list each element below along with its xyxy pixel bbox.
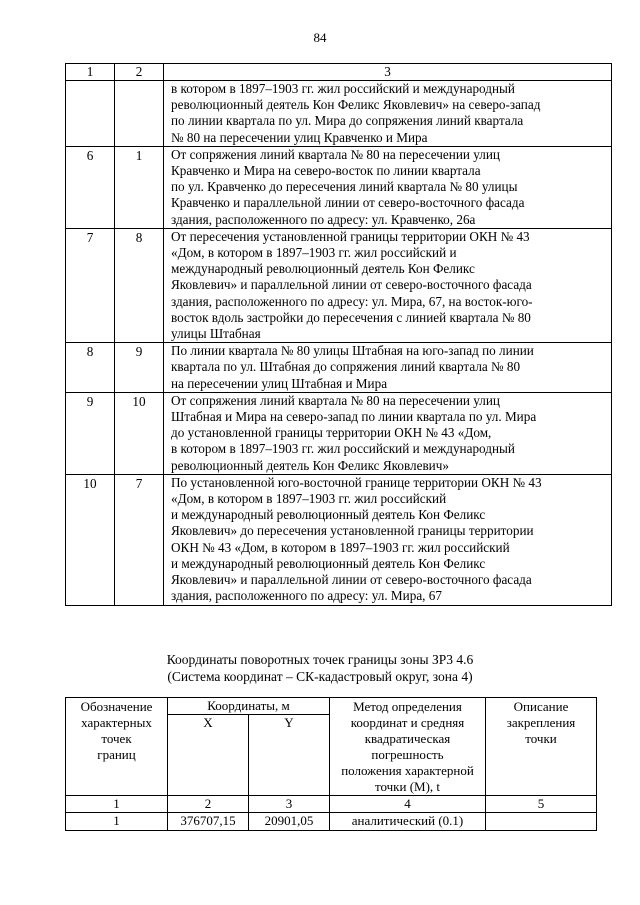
- method-header: [330, 698, 486, 796]
- description-line: революционный деятель Кон Феликс Яковлевич» на северо-запад: [171, 97, 541, 113]
- header-line: точки: [525, 731, 557, 746]
- description-line: № 80 на пересечении улиц Кравченко и Мира: [171, 129, 428, 145]
- description-line: Яковлевич» до пересечения установленной границы территории: [171, 523, 534, 539]
- description-line: и международный революционный деятель Кон Феликс: [171, 507, 486, 523]
- description-line: по ул. Кравченко до пересечения линий квартала № 80 улицы: [171, 179, 518, 195]
- y-header: Y: [249, 715, 330, 796]
- x-value: 376707,15: [168, 813, 249, 831]
- description-line: По установленной юго-восточной границе территории ОКН № 43: [171, 474, 542, 490]
- description-line: Кравченко и Мира на северо-восток по линии квартала: [171, 163, 481, 179]
- from-point: 7: [66, 228, 115, 342]
- description-line: в котором в 1897–1903 гг. жил российский и международный: [171, 441, 515, 457]
- coordinates-caption: [0, 651, 640, 685]
- description-line: здания, расположенного по адресу: ул. Кравченко, 26а: [171, 211, 476, 227]
- header-cell: 3: [164, 64, 612, 81]
- description-line: От пересечения установленной границы территории ОКН № 43: [171, 228, 530, 244]
- to-point: 10: [115, 392, 164, 474]
- coords-header-row: [66, 698, 597, 715]
- description-line: Яковлевич» и параллельной линии от северо-восточного фасада: [171, 277, 532, 293]
- boundary-description: [164, 81, 612, 147]
- to-point: 7: [115, 474, 164, 605]
- description-line: От сопряжения линий квартала № 80 на пересечении улиц: [171, 392, 500, 408]
- boundary-description: [164, 343, 612, 393]
- description-line: «Дом, в котором в 1897–1903 гг. жил российский и: [171, 245, 457, 261]
- to-point: 1: [115, 146, 164, 228]
- coordinates-header: Координаты, м: [168, 698, 330, 715]
- table-row: [66, 81, 612, 147]
- caption-subtitle: (Система координат – СК-кадастровый округ, зона 4): [167, 669, 473, 684]
- column-number: 3: [249, 796, 330, 813]
- description-line: здания, расположенного по адресу: ул. Мира, 67: [171, 588, 442, 604]
- description-line: восток вдоль застройки до пересечения с линией квартала № 80: [171, 309, 531, 325]
- description-line: От сопряжения линий квартала № 80 на пересечении улиц: [171, 146, 500, 162]
- x-header: X: [168, 715, 249, 796]
- caption-title: Координаты поворотных точек границы зоны ЗР3 4.6: [166, 652, 474, 667]
- header-line: точек: [101, 731, 132, 746]
- header-line: границ: [97, 747, 136, 762]
- description-line: и международный революционный деятель Кон Феликс: [171, 555, 486, 571]
- table-row: [66, 813, 597, 831]
- description-line: «Дом, в котором в 1897–1903 гг. жил российский: [171, 491, 447, 507]
- header-line: Обозначение: [80, 699, 153, 714]
- description-line: на пересечении улиц Штабная и Мира: [171, 375, 388, 391]
- y-value: 20901,05: [249, 813, 330, 831]
- method-value: аналитический (0.1): [330, 813, 486, 831]
- to-point: 9: [115, 343, 164, 393]
- header-line: квадратическая: [364, 731, 451, 746]
- header-line: точки (М), t: [374, 779, 441, 794]
- description-value: [486, 813, 597, 831]
- coordinates-table: [65, 697, 597, 831]
- to-point: 8: [115, 228, 164, 342]
- boundary-description: [164, 474, 612, 605]
- description-line: международный революционный деятель Кон Феликс: [171, 261, 475, 277]
- column-number: 4: [330, 796, 486, 813]
- header-line: Метод определения: [353, 699, 462, 714]
- page-number: 84: [313, 30, 327, 45]
- description-line: в котором в 1897–1903 гг. жил российский и международный: [171, 81, 515, 96]
- header-line: погрешность: [371, 747, 444, 762]
- column-number: 2: [168, 796, 249, 813]
- boundary-description-table: [65, 63, 612, 606]
- table-row: [66, 392, 612, 474]
- header-cell: 1: [66, 64, 115, 81]
- table-row: [66, 474, 612, 605]
- description-line: Яковлевич» и параллельной линии от северо-восточного фасада: [171, 572, 532, 588]
- to-point: [115, 81, 164, 147]
- table-row: [66, 228, 612, 342]
- description-line: квартала по ул. Штабная до сопряжения линий квартала № 80: [171, 359, 521, 375]
- header-line: характерных: [81, 715, 152, 730]
- from-point: 9: [66, 392, 115, 474]
- description-line: Штабная и Мира на северо-запад по линии квартала по ул. Мира: [171, 409, 537, 425]
- boundary-description: [164, 146, 612, 228]
- table-row: [66, 343, 612, 393]
- description-line: здания, расположенного по адресу: ул. Мира, 67, на восток-юго-: [171, 293, 533, 309]
- point-designation-header: [66, 698, 168, 796]
- description-header: [486, 698, 597, 796]
- header-cell: 2: [115, 64, 164, 81]
- boundary-description: [164, 228, 612, 342]
- from-point: 6: [66, 146, 115, 228]
- description-line: революционный деятель Кон Феликс Яковлевич»: [171, 457, 449, 473]
- column-number: 5: [486, 796, 597, 813]
- from-point: [66, 81, 115, 147]
- description-line: по линии квартала по ул. Мира до сопряжения линий квартала: [171, 113, 524, 129]
- header-line: закрепления: [506, 715, 576, 730]
- description-line: до установленной границы территории ОКН № 43 «Дом,: [171, 425, 492, 441]
- description-line: По линии квартала № 80 улицы Штабная на юго-запад по линии: [171, 343, 534, 359]
- header-line: координат и средняя: [350, 715, 465, 730]
- header-line: Описание: [513, 699, 569, 714]
- column-number: 1: [66, 796, 168, 813]
- from-point: 8: [66, 343, 115, 393]
- column-number-row: [66, 796, 597, 813]
- point-number: 1: [66, 813, 168, 831]
- description-line: улицы Штабная: [171, 326, 261, 342]
- table-row: [66, 146, 612, 228]
- description-line: Кравченко и параллельной линии от северо-восточного фасада: [171, 195, 525, 211]
- description-line: ОКН № 43 «Дом, в котором в 1897–1903 гг. жил российский: [171, 539, 510, 555]
- boundary-description: [164, 392, 612, 474]
- header-line: положения характерной: [341, 763, 474, 778]
- header-row: [66, 64, 612, 81]
- from-point: 10: [66, 474, 115, 605]
